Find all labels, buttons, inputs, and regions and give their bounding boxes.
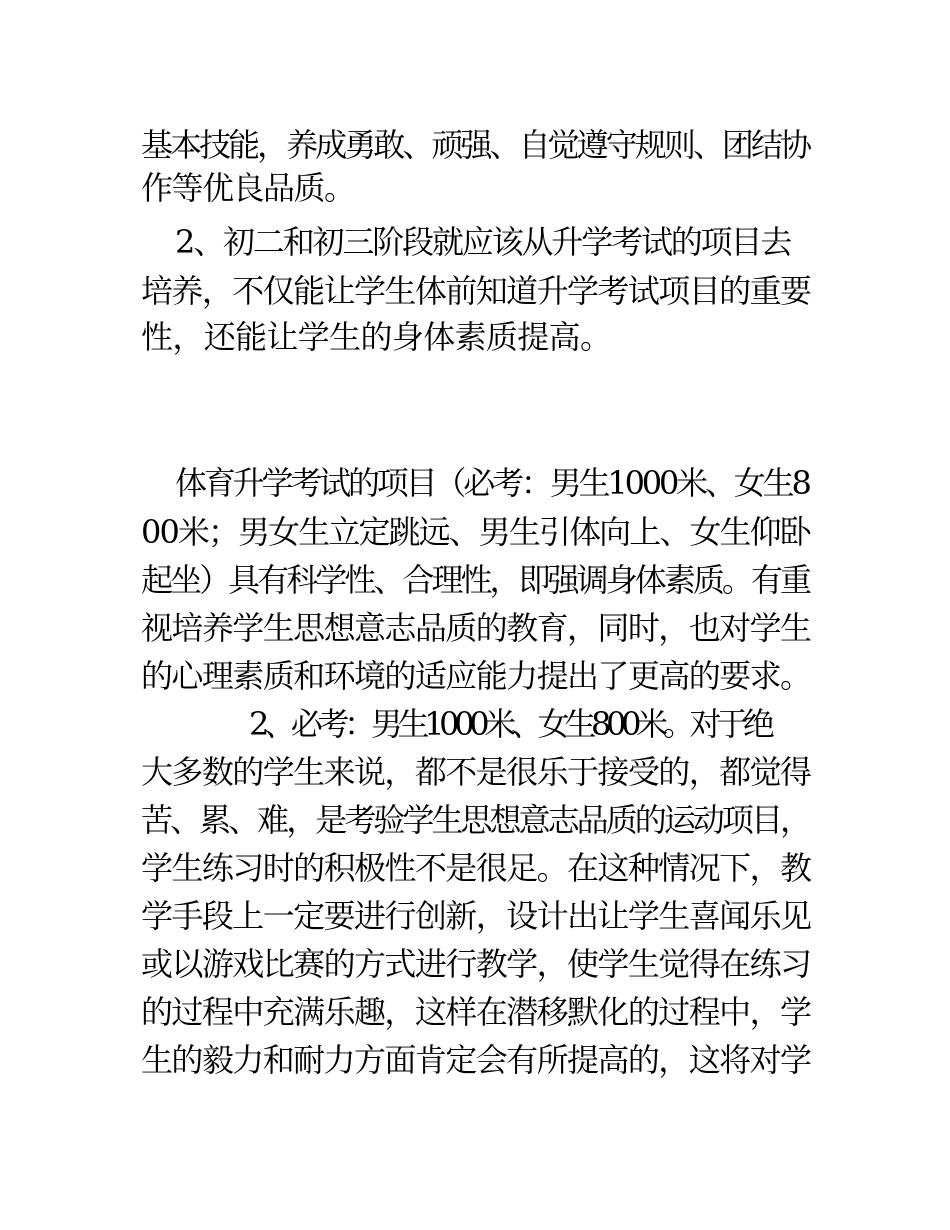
text-line: 学生练习时的积极性不是很足。在这种情况下，教 xyxy=(141,849,811,887)
text-line: 大多数的学生来说，都不是很乐于接受的，都觉得 xyxy=(141,753,811,791)
text-line: 苦、累、难，是考验学生思想意志品质的运动项目， xyxy=(141,801,810,839)
text-line: 生的毅力和耐力方面肯定会有所提高的，这将对学 xyxy=(141,1041,811,1079)
text-line: 的心理素质和环境的适应能力提出了更高的要求。 xyxy=(141,657,811,695)
text-line: 作等优良品质。 xyxy=(141,169,355,207)
text-line: 或以游戏比赛的方式进行教学，使学生觉得在练习 xyxy=(141,945,811,983)
text-line: 体育升学考试的项目（必考：男生1000米、女生8 xyxy=(175,464,809,502)
text-line: 00米；男女生立定跳远、男生引体向上、女生仰卧 xyxy=(141,513,810,551)
text-line: 学手段上一定要进行创新，设计出让学生喜闻乐见 xyxy=(141,897,811,935)
text-line: 2、初二和初三阶段就应该从升学考试的项目去 xyxy=(175,223,791,261)
text-line: 的过程中充满乐趣，这样在潜移默化的过程中，学 xyxy=(141,993,811,1031)
text-line: 起坐）具有科学性、合理性，即强调身体素质。有重 xyxy=(141,561,810,599)
text-line: 培养，不仅能让学生体前知道升学考试项目的重要 xyxy=(141,272,811,310)
text-line: 性，还能让学生的身体素质提高。 xyxy=(141,318,612,356)
text-line: 视培养学生思想意志品质的教育，同时，也对学生 xyxy=(141,609,811,647)
text-line: 基本技能，养成勇敢、顽强、自觉遵守规则、团结协 xyxy=(141,126,810,164)
text-line: 2、必考：男生1000米、女生800米。对于绝 xyxy=(249,705,770,743)
